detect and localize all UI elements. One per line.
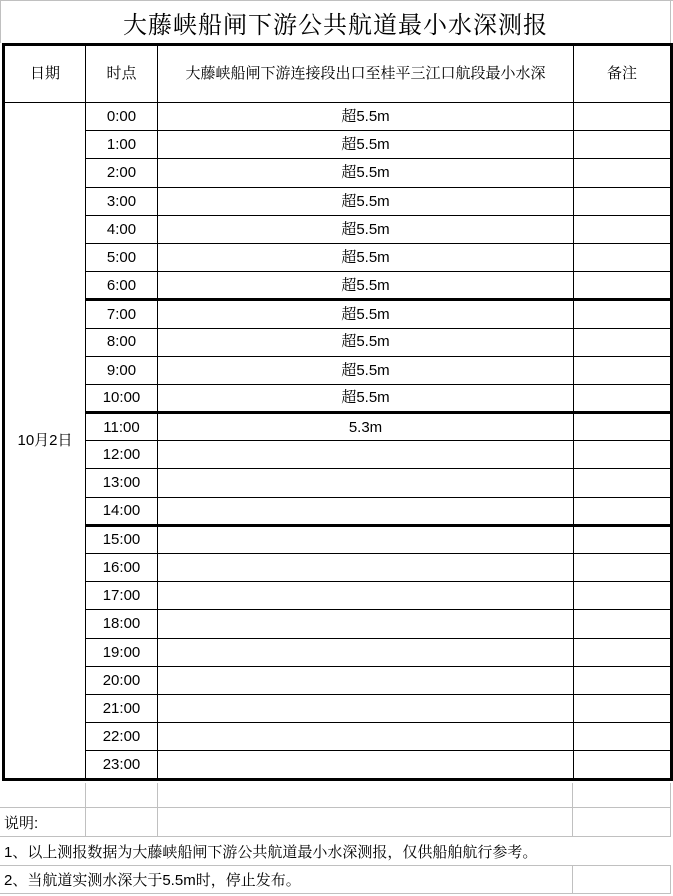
depth-cell — [158, 610, 574, 638]
remark-cell — [574, 328, 672, 356]
gridline — [85, 783, 86, 807]
remark-cell — [574, 582, 672, 610]
time-cell: 1:00 — [86, 131, 158, 159]
gridline — [670, 808, 671, 836]
table-row — [4, 356, 672, 384]
depth-cell — [158, 666, 574, 694]
depth-cell: 超5.5m — [158, 328, 574, 356]
depth-cell: 超5.5m — [158, 384, 574, 412]
remark-cell — [574, 723, 672, 751]
table-row — [4, 582, 672, 610]
gridline — [572, 783, 573, 807]
remark-cell — [574, 215, 672, 243]
table-row — [4, 610, 672, 638]
time-cell: 4:00 — [86, 215, 158, 243]
remark-cell — [574, 666, 672, 694]
time-cell: 9:00 — [86, 356, 158, 384]
note-row — [0, 837, 671, 866]
remark-cell — [574, 356, 672, 384]
remark-cell — [574, 751, 672, 779]
table-row — [4, 666, 672, 694]
table-row — [4, 300, 672, 328]
gridline — [572, 808, 573, 836]
table-row — [4, 413, 672, 441]
time-cell: 5:00 — [86, 243, 158, 271]
remark-cell — [574, 441, 672, 469]
remark-cell — [574, 413, 672, 441]
time-cell: 19:00 — [86, 638, 158, 666]
time-cell: 21:00 — [86, 694, 158, 722]
remark-cell — [574, 103, 672, 131]
spacer-row — [0, 783, 671, 808]
table-row — [4, 638, 672, 666]
depth-cell — [158, 497, 574, 525]
depth-cell: 超5.5m — [158, 131, 574, 159]
gridline — [572, 866, 573, 893]
remark-cell — [574, 638, 672, 666]
depth-cell — [158, 441, 574, 469]
gridline — [157, 783, 158, 807]
table-row — [4, 384, 672, 412]
time-cell: 14:00 — [86, 497, 158, 525]
table-row — [4, 694, 672, 722]
time-cell: 23:00 — [86, 751, 158, 779]
remark-cell — [574, 694, 672, 722]
remark-cell — [574, 610, 672, 638]
time-cell: 11:00 — [86, 413, 158, 441]
remark-cell — [574, 187, 672, 215]
depth-cell: 超5.5m — [158, 103, 574, 131]
depth-cell — [158, 582, 574, 610]
time-cell: 17:00 — [86, 582, 158, 610]
time-cell: 13:00 — [86, 469, 158, 497]
time-cell: 18:00 — [86, 610, 158, 638]
date-cell: 10月2日 — [4, 103, 86, 780]
depth-cell: 超5.5m — [158, 243, 574, 271]
time-cell: 2:00 — [86, 159, 158, 187]
depth-cell — [158, 638, 574, 666]
time-cell: 6:00 — [86, 272, 158, 300]
depth-cell: 超5.5m — [158, 215, 574, 243]
notes-label: 说明: — [4, 814, 39, 832]
time-cell: 7:00 — [86, 300, 158, 328]
depth-cell: 超5.5m — [158, 356, 574, 384]
time-cell: 16:00 — [86, 554, 158, 582]
header-depth: 大藤峡船闸下游连接段出口至桂平三江口航段最小水深 — [158, 45, 574, 103]
time-cell: 8:00 — [86, 328, 158, 356]
table-row — [4, 497, 672, 525]
notes-label-row — [0, 808, 671, 837]
table-row — [4, 441, 672, 469]
title-row — [0, 1, 671, 43]
time-cell: 20:00 — [86, 666, 158, 694]
remark-cell — [574, 243, 672, 271]
header-time: 时点 — [86, 45, 158, 103]
gridline — [85, 808, 86, 836]
notes-area — [0, 783, 671, 894]
table-row — [4, 215, 672, 243]
table-row — [4, 751, 672, 779]
time-cell: 22:00 — [86, 723, 158, 751]
time-cell: 15:00 — [86, 525, 158, 553]
gridline — [157, 808, 158, 836]
time-cell: 12:00 — [86, 441, 158, 469]
table-row — [4, 103, 672, 131]
header-date: 日期 — [4, 45, 86, 103]
page-title: 大藤峡船闸下游公共航道最小水深测报 — [123, 11, 548, 39]
depth-cell — [158, 723, 574, 751]
remark-cell — [574, 272, 672, 300]
depth-cell — [158, 469, 574, 497]
table-row — [4, 131, 672, 159]
remark-cell — [574, 159, 672, 187]
depth-cell — [158, 751, 574, 779]
note-2: 2、当航道实测水深大于5.5m时，停止发布。 — [4, 872, 301, 889]
time-cell: 10:00 — [86, 384, 158, 412]
note-row — [0, 866, 671, 894]
header-row — [4, 45, 672, 103]
remark-cell — [574, 554, 672, 582]
table-row — [4, 723, 672, 751]
depth-cell: 超5.5m — [158, 159, 574, 187]
depth-table — [2, 43, 673, 781]
depth-cell: 5.3m — [158, 413, 574, 441]
table-row — [4, 525, 672, 553]
time-cell: 0:00 — [86, 103, 158, 131]
depth-cell: 超5.5m — [158, 187, 574, 215]
table-row — [4, 469, 672, 497]
depth-cell — [158, 525, 574, 553]
depth-cell — [158, 554, 574, 582]
remark-cell — [574, 497, 672, 525]
table-row — [4, 187, 672, 215]
remark-cell — [574, 384, 672, 412]
table-row — [4, 328, 672, 356]
header-remark: 备注 — [574, 45, 672, 103]
depth-cell: 超5.5m — [158, 272, 574, 300]
remark-cell — [574, 525, 672, 553]
remark-cell — [574, 300, 672, 328]
table-row — [4, 272, 672, 300]
gridline — [670, 866, 671, 893]
depth-cell — [158, 694, 574, 722]
time-cell: 3:00 — [86, 187, 158, 215]
remark-cell — [574, 469, 672, 497]
note-1: 1、以上测报数据为大藤峡船闸下游公共航道最小水深测报，仅供船舶航行参考。 — [4, 843, 538, 861]
depth-cell: 超5.5m — [158, 300, 574, 328]
gridline — [670, 783, 671, 807]
table-row — [4, 554, 672, 582]
table-row — [4, 159, 672, 187]
remark-cell — [574, 131, 672, 159]
table-row — [4, 243, 672, 271]
